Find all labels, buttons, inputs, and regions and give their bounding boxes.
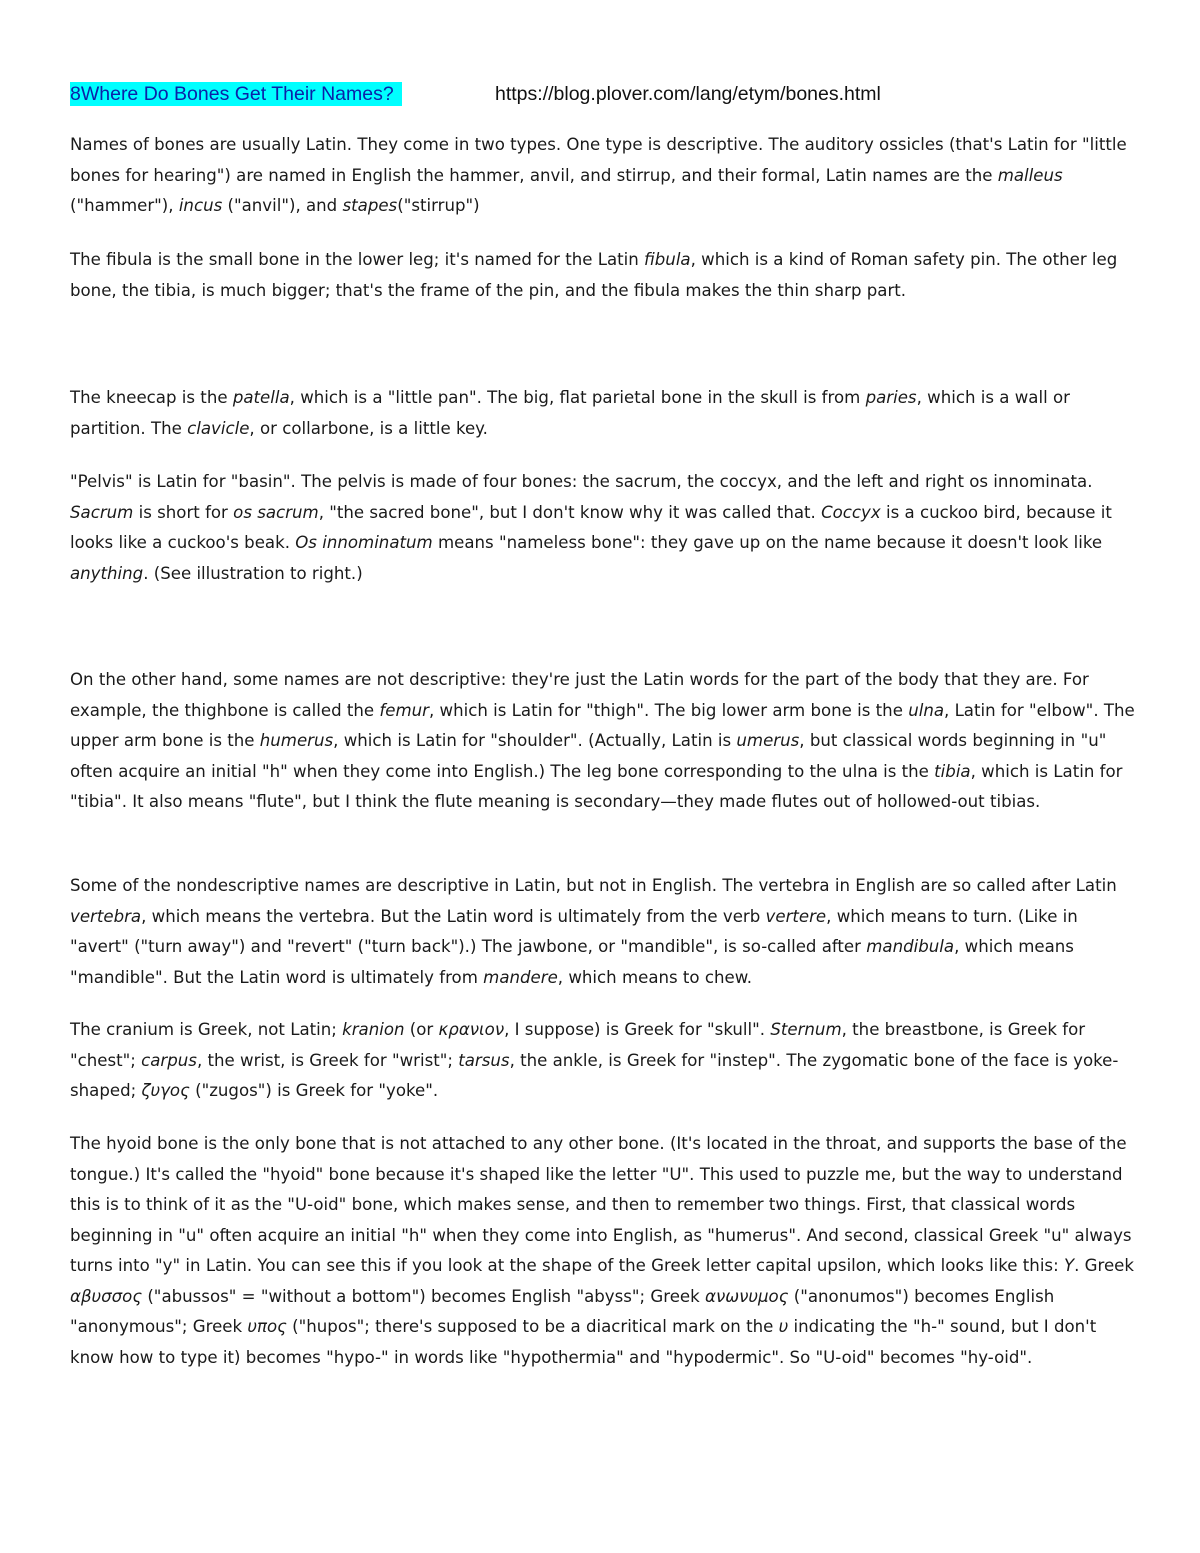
text-run: , which is Latin for "tibia". It also means "flute", but I think the flute meaning is secondary—they made flutes out of hollowed-out tibias.: [70, 761, 1123, 811]
text-run: ("abussos" = "without a bottom") becomes English "abyss"; Greek: [142, 1286, 706, 1306]
text-run: , which means the vertebra. But the Latin word is ultimately from the verb: [141, 906, 766, 926]
text-run: . (See illustration to right.): [143, 563, 363, 583]
italic-term: anything: [70, 563, 144, 583]
italic-term: humerus: [259, 731, 334, 750]
text-run: means "nameless bone": they gave up on the name because it doesn't look like: [432, 533, 1103, 552]
italic-term: Os innominatum: [295, 533, 433, 552]
text-run: , which is a wall or partition. The: [70, 388, 1070, 438]
text-run: , which is Latin for "thigh". The big lower arm bone is the: [428, 700, 909, 720]
text-run: , but classical words beginning in "u" often acquire an initial "h" when they come into English.) The leg bone corresponding to the ulna is the: [70, 731, 1107, 781]
text-run: , Latin for "elbow". The upper arm bone is the: [70, 700, 1135, 750]
italic-term: incus: [178, 196, 223, 215]
text-run: , which means to turn. (Like in "avert" ("turn away") and "revert" ("turn back").) The jawbone, or "mandible", is so-called after: [70, 906, 1078, 956]
paragraph-ossicles: [70, 130, 1140, 222]
text-run: , or collarbone, is a little key.: [249, 418, 488, 438]
text-run: ("hammer"),: [70, 196, 179, 215]
text-run: "Pelvis" is Latin for "basin". The pelvis is made of four bones: the sacrum, the coccyx, and the left and right os innominata.: [70, 472, 1093, 491]
italic-term: vertebra: [70, 906, 142, 926]
page-header: [70, 82, 1170, 106]
italic-term: κρανιον: [438, 1020, 505, 1039]
italic-term: femur: [379, 700, 429, 720]
paragraph-patella: [70, 383, 1140, 444]
text-run: On the other hand, some names are not descriptive: they're just the Latin words for the part of the body that they are. For example, the thighbone is called the: [70, 670, 1089, 720]
text-run: ("hupos"; there's supposed to be a diacritical mark on the: [286, 1317, 779, 1336]
italic-term: os sacrum: [233, 502, 319, 522]
italic-term: Coccyx: [821, 502, 881, 522]
italic-term: fibula: [644, 250, 691, 269]
text-run: (or: [404, 1020, 439, 1039]
italic-term: vertere: [765, 906, 827, 926]
source-url: https://blog.plover.com/lang/etym/bones.html: [495, 83, 881, 105]
text-run: , the breastbone, is Greek for "chest";: [70, 1020, 1086, 1070]
italic-term: υ: [778, 1317, 789, 1336]
italic-term: υπος: [247, 1317, 287, 1336]
italic-term: Sternum: [770, 1020, 842, 1039]
italic-term: tibia: [934, 761, 971, 781]
paragraph-pelvis: [70, 467, 1140, 589]
text-run: The cranium is Greek, not Latin;: [70, 1020, 343, 1039]
italic-term: mandibula: [866, 937, 955, 956]
text-run: , which means to chew.: [557, 967, 753, 987]
text-run: , which is a "little pan". The big, flat parietal bone in the skull is from: [289, 388, 866, 407]
italic-term: clavicle: [187, 418, 250, 438]
text-run: , which is a kind of Roman safety pin. The other leg bone, the tibia, is much bigger; that's the frame of the pin, and the fibula makes the thin sharp part.: [70, 250, 1118, 300]
paragraph-hyoid: [70, 1129, 1140, 1373]
italic-term: umerus: [736, 731, 800, 750]
italic-term: ανωνυμος: [705, 1286, 789, 1306]
text-run: indicating the "h-" sound, but I don't know how to type it) becomes "hypo-" in words like "hypothermia" and "hypodermic". So "U-oid" becomes "hy-oid".: [70, 1317, 1097, 1367]
italic-term: Υ: [1063, 1256, 1075, 1275]
text-run: ("zugos") is Greek for "yoke".: [189, 1081, 439, 1100]
paragraph-nondescriptive: [70, 665, 1140, 818]
paragraph-latin-descriptive: [70, 871, 1140, 993]
paragraph-greek-names: [70, 1015, 1140, 1107]
italic-term: stapes: [342, 196, 398, 215]
text-run: The fibula is the small bone in the lower leg; it's named for the Latin: [70, 250, 645, 269]
paragraph-fibula: [70, 245, 1140, 306]
italic-term: carpus: [141, 1050, 197, 1070]
text-run: Some of the nondescriptive names are descriptive in Latin, but not in English. The vertebra in English are so called after Latin: [70, 876, 1117, 895]
text-run: , the ankle, is Greek for "instep". The zygomatic bone of the face is yoke-shaped;: [70, 1050, 1119, 1100]
text-run: The kneecap is the: [70, 388, 233, 407]
italic-term: ulna: [908, 700, 945, 720]
italic-term: mandere: [483, 967, 558, 987]
italic-term: ζυγος: [141, 1081, 190, 1100]
italic-term: malleus: [997, 165, 1063, 185]
italic-term: tarsus: [458, 1050, 510, 1070]
text-run: is a cuckoo bird, because it looks like a cuckoo's beak.: [70, 502, 1112, 552]
italic-term: kranion: [342, 1020, 405, 1039]
text-run: , which means "mandible". But the Latin word is ultimately from: [70, 937, 1074, 987]
page-title: 8Where Do Bones Get Their Names?: [70, 82, 402, 106]
italic-term: paries: [865, 388, 917, 407]
text-run: , "the sacred bone", but I don't know why it was called that.: [318, 502, 822, 522]
italic-term: Sacrum: [70, 502, 134, 522]
text-run: , I suppose) is Greek for "skull".: [504, 1020, 771, 1039]
text-run: , the wrist, is Greek for "wrist";: [196, 1050, 459, 1070]
italic-term: αβυσσος: [70, 1286, 143, 1306]
text-run: The hyoid bone is the only bone that is not attached to any other bone. (It's located in the throat, and supports the base of the tongue.) It's called the "hyoid" bone because it's shaped like the letter "U". This used to puzzle me, but the way to understand this is to think of it as the "U-oid" bone, which makes sense, and then to remember two things. First, that classical words beginning in "u" often acquire an initial "h" when they come into English, as "humerus". And second, classical Greek "u" always turns into "y" in Latin. You can see this if you look at the shape of the Greek letter capital upsilon, which looks like this:: [70, 1134, 1132, 1275]
text-run: ("anonumos") becomes English "anonymous"; Greek: [70, 1286, 1055, 1336]
text-run: , which is Latin for "shoulder". (Actually, Latin is: [333, 731, 737, 750]
italic-term: patella: [232, 388, 290, 407]
text-run: ("anvil"), and: [222, 196, 343, 215]
text-run: Names of bones are usually Latin. They come in two types. One type is descriptive. The auditory ossicles (that's Latin for "little bones for hearing") are named in English the hammer, anvil, and stirrup, and their formal, Latin names are the: [70, 135, 1127, 185]
text-run: . Greek: [1074, 1256, 1134, 1275]
text-run: ("stirrup"): [397, 196, 480, 215]
text-run: is short for: [133, 502, 234, 522]
